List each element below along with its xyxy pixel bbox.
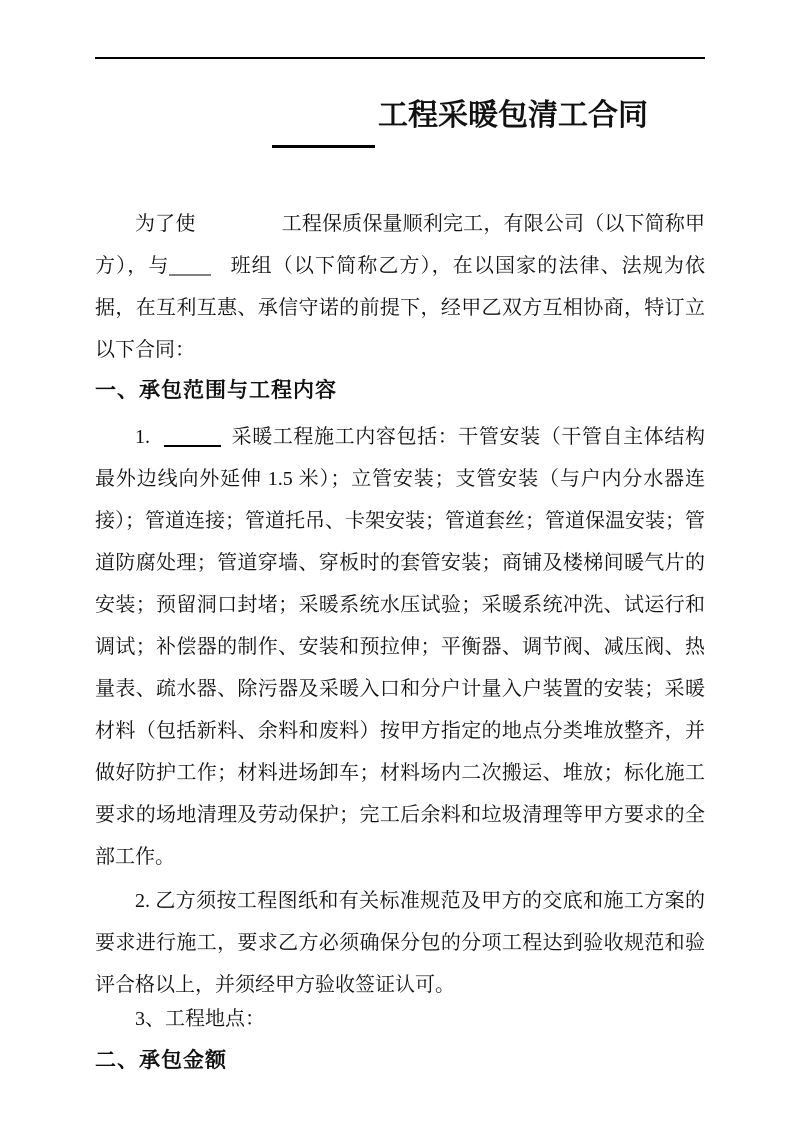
document-title: 工程采暖包清工合同 — [378, 99, 648, 132]
intro-lead: 为了使 — [135, 213, 196, 235]
clause-2-paragraph: 2. 乙方须按工程图纸和有关标准规范及甲方的交底和施工方案的要求进行施工，要求乙方必须确保分包的分项工程达到验收规范和验评合格以上，并须经甲方验收签证认可。 — [95, 890, 705, 996]
clause-1-paragraph — [95, 416, 705, 878]
clause-1-blank-line — [164, 425, 221, 447]
intro-text-1: 工程保质保量顺利完工，有限公司（以下简称甲方），与 — [95, 213, 705, 277]
intro-paragraph — [95, 203, 705, 371]
clause-1-text: 采暖工程施工内容包括：干管安装（干管自主体结构最外边线向外延伸 1.5 米）；立管安装；支管安装（与户内分水器连接）；管道连接；管道托吊、卡架安装；管道套丝；管道保温安装；管道防腐处理；管道穿墙、穿板时的套管安装；商铺及楼梯间暖气片的安装；预留洞口封堵；采暖系统水压试验；采暖系统冲洗、试运行和调试；补偿器的制作、安装和预拉伸；平衡器、调节阀、减压阀、热量表、疏水器、除污器及采暖入口和分户计量入户装置的安装；采暖材料（包括新料、余料和废料）按甲方指定的地点分类堆放整齐，并做好防护工作；材料进场卸车；材料场内二次搬运、堆放；标化施工要求的场地清理及劳动保护；完工后余料和垃圾清理等甲方要求的全部工作。 — [95, 426, 705, 868]
document-body — [95, 203, 705, 1075]
party-b-name-blank — [169, 254, 211, 276]
header-rule — [95, 57, 705, 59]
clause-1-number: 1. — [135, 426, 150, 448]
title-blank-line — [272, 97, 375, 148]
section-heading-1: 一、承包范围与工程内容 — [95, 378, 337, 402]
title-row — [95, 97, 705, 148]
intro-text-2: 班组（以下简称乙方），在以国家的法律、法规为依据，在互利互惠、承信守诺的前提下，经甲乙双方互相协商，特订立以下合同： — [95, 255, 706, 361]
project-name-blank — [196, 214, 282, 234]
clause-3-paragraph: 3、工程地点： — [135, 1008, 265, 1030]
section-heading-2: 二、承包金额 — [95, 1048, 227, 1072]
